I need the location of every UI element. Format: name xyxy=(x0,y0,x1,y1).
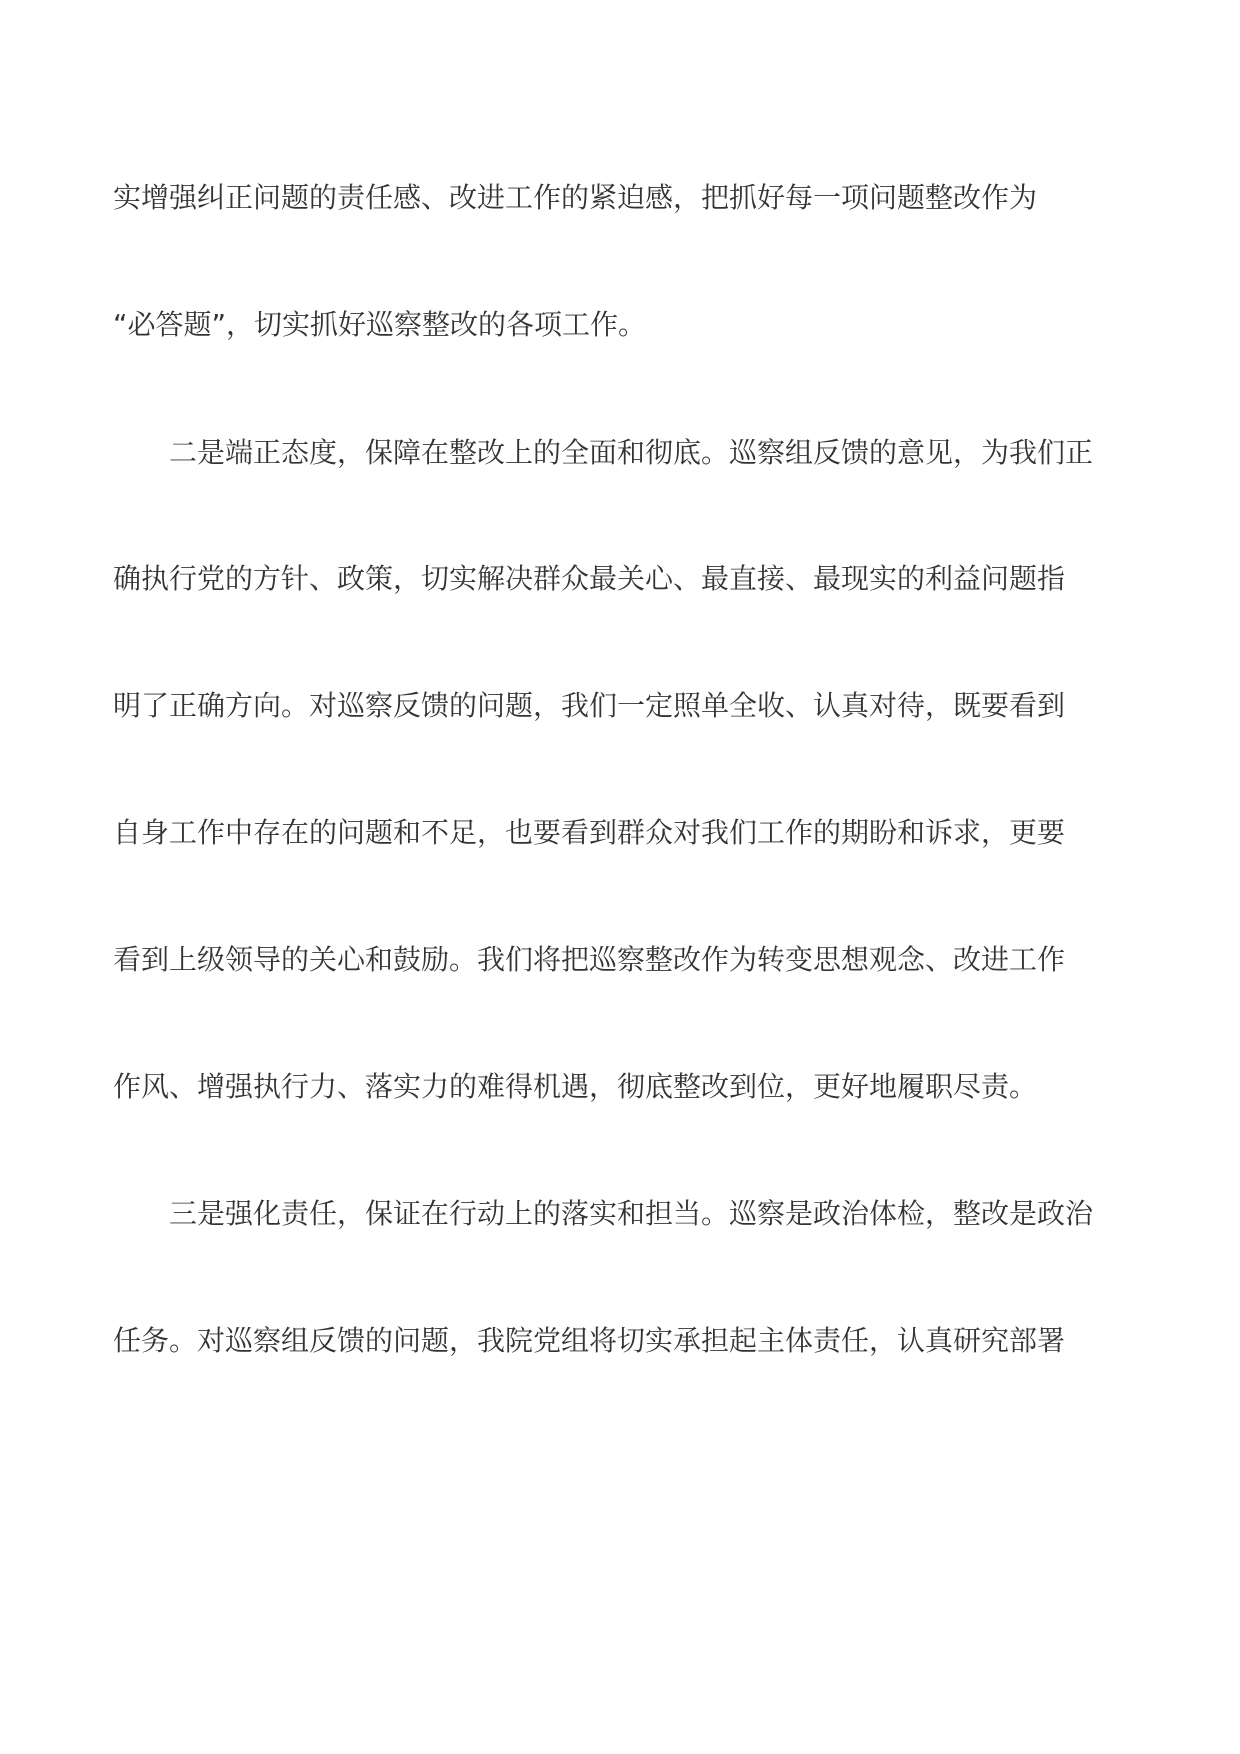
paragraph-2-line-3: 明了正确方向。对巡察反馈的问题，我们一定照单全收、认真对待，既要看到 xyxy=(113,689,1066,722)
paragraph-2-line-2: 确执行党的方针、政策，切实解决群众最关心、最直接、最现实的利益问题指 xyxy=(113,562,1066,595)
paragraph-2-line-5: 看到上级领导的关心和鼓励。我们将把巡察整改作为转变思想观念、改进工作 xyxy=(113,943,1066,976)
paragraph-2-line-6: 作风、增强执行力、落实力的难得机遇，彻底整改到位，更好地履职尽责。 xyxy=(113,1070,1038,1103)
paragraph-2-line-1: 二是端正态度，保障在整改上的全面和彻底。巡察组反馈的意见，为我们正 xyxy=(113,436,1094,469)
text-line-1: 实增强纠正问题的责任感、改进工作的紧迫感，把抓好每一项问题整改作为 xyxy=(113,181,1038,214)
paragraph-2-line-4: 自身工作中存在的问题和不足，也要看到群众对我们工作的期盼和诉求，更要 xyxy=(113,816,1066,849)
text-line-2: “必答题”，切实抓好巡察整改的各项工作。 xyxy=(113,308,647,341)
paragraph-3-line-2: 任务。对巡察组反馈的问题，我院党组将切实承担起主体责任，认真研究部署 xyxy=(113,1324,1066,1357)
paragraph-3-line-1: 三是强化责任，保证在行动上的落实和担当。巡察是政治体检，整改是政治 xyxy=(113,1197,1094,1230)
